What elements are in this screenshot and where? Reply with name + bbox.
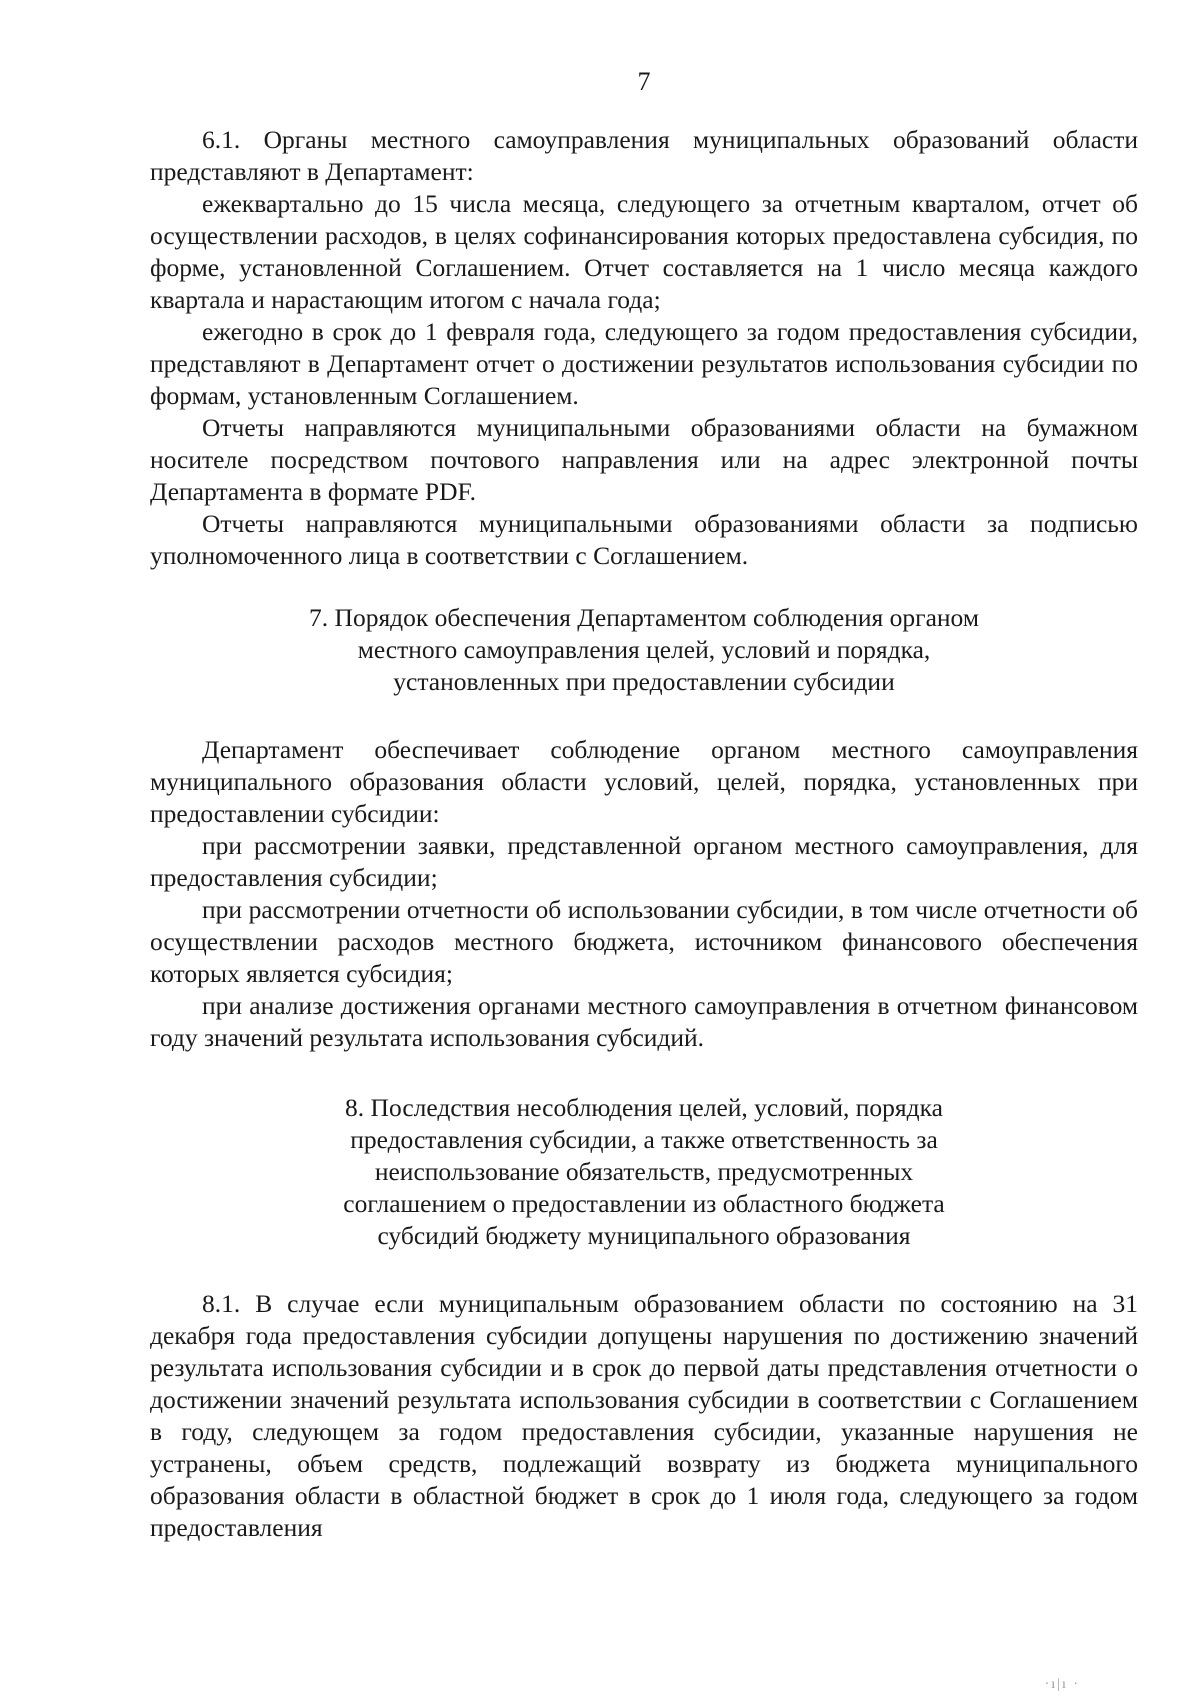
paragraph: Департамент обеспечивает соблюдение органом местного самоуправления муниципального образования области условий, целей, порядка, установленных при предоставлении субсидии:: [150, 735, 1138, 828]
section-heading-8: 8. Последствия несоблюдения целей, условий, порядка предоставления субсидии, а также ответственность за неиспользование обязательств, предусмотренных соглашением о предоставлении из областного бюджета субсидий бюджету муниципального образования: [343, 1093, 945, 1250]
section-7-body: [150, 734, 1138, 1054]
section-heading-7: 7. Порядок обеспечения Департаментом соблюдения органом местного самоуправления целей, условий и порядка, установленных при предоставлении субсидии: [309, 603, 979, 696]
paragraph: ежегодно в срок до 1 февраля года, следующего за годом предоставления субсидии, представляют в Департамент отчет о достижении результатов использования субсидии по формам, установленным Соглашением.: [150, 317, 1138, 410]
paragraph: при рассмотрении отчетности об использовании субсидии, в том числе отчетности об осуществлении расходов местного бюджета, источником финансового обеспечения которых является субсидия;: [150, 895, 1138, 988]
section-6-body: [150, 124, 1138, 572]
paragraph: при анализе достижения органами местного самоуправления в отчетном финансовом году значений результата использования субсидий.: [150, 991, 1138, 1052]
paragraph: ежеквартально до 15 числа месяца, следующего за отчетным кварталом, отчет об осуществлении расходов, в целях софинансирования которых предоставлена субсидия, по форме, установленной Соглашением. Отчет составляется на 1 число месяца каждого квартала и нарастающим итогом с начала года;: [150, 189, 1138, 314]
paragraph: Отчеты направляются муниципальными образованиями области за подписью уполномоченного лица в соответствии с Соглашением.: [150, 509, 1138, 570]
section-8-body: [150, 1288, 1138, 1544]
page-number: 7: [637, 67, 651, 96]
paragraph: при рассмотрении заявки, представленной органом местного самоуправления, для предоставления субсидии;: [150, 831, 1138, 892]
scan-artifact: ·ı|ı ·: [1044, 1677, 1080, 1692]
paragraph: 8.1. В случае если муниципальным образованием области по состоянию на 31 декабря года предоставления субсидии допущены нарушения по достижению значений результата использования субсидии и в срок до первой даты представления отчетности о достижении значений результата использования субсидии в соответствии с Соглашением в году, следующем за годом предоставления субсидии, указанные нарушения не устранены, объем средств, подлежащий возврату из бюджета муниципального образования области в областной бюджет в срок до 1 июля года, следующего за годом предоставления: [150, 1289, 1138, 1542]
document-page: [150, 60, 1138, 1544]
paragraph: Отчеты направляются муниципальными образованиями области на бумажном носителе посредством почтового направления или на адрес электронной почты Департамента в формате PDF.: [150, 413, 1138, 506]
paragraph: 6.1. Органы местного самоуправления муниципальных образований области представляют в Департамент:: [150, 125, 1138, 186]
